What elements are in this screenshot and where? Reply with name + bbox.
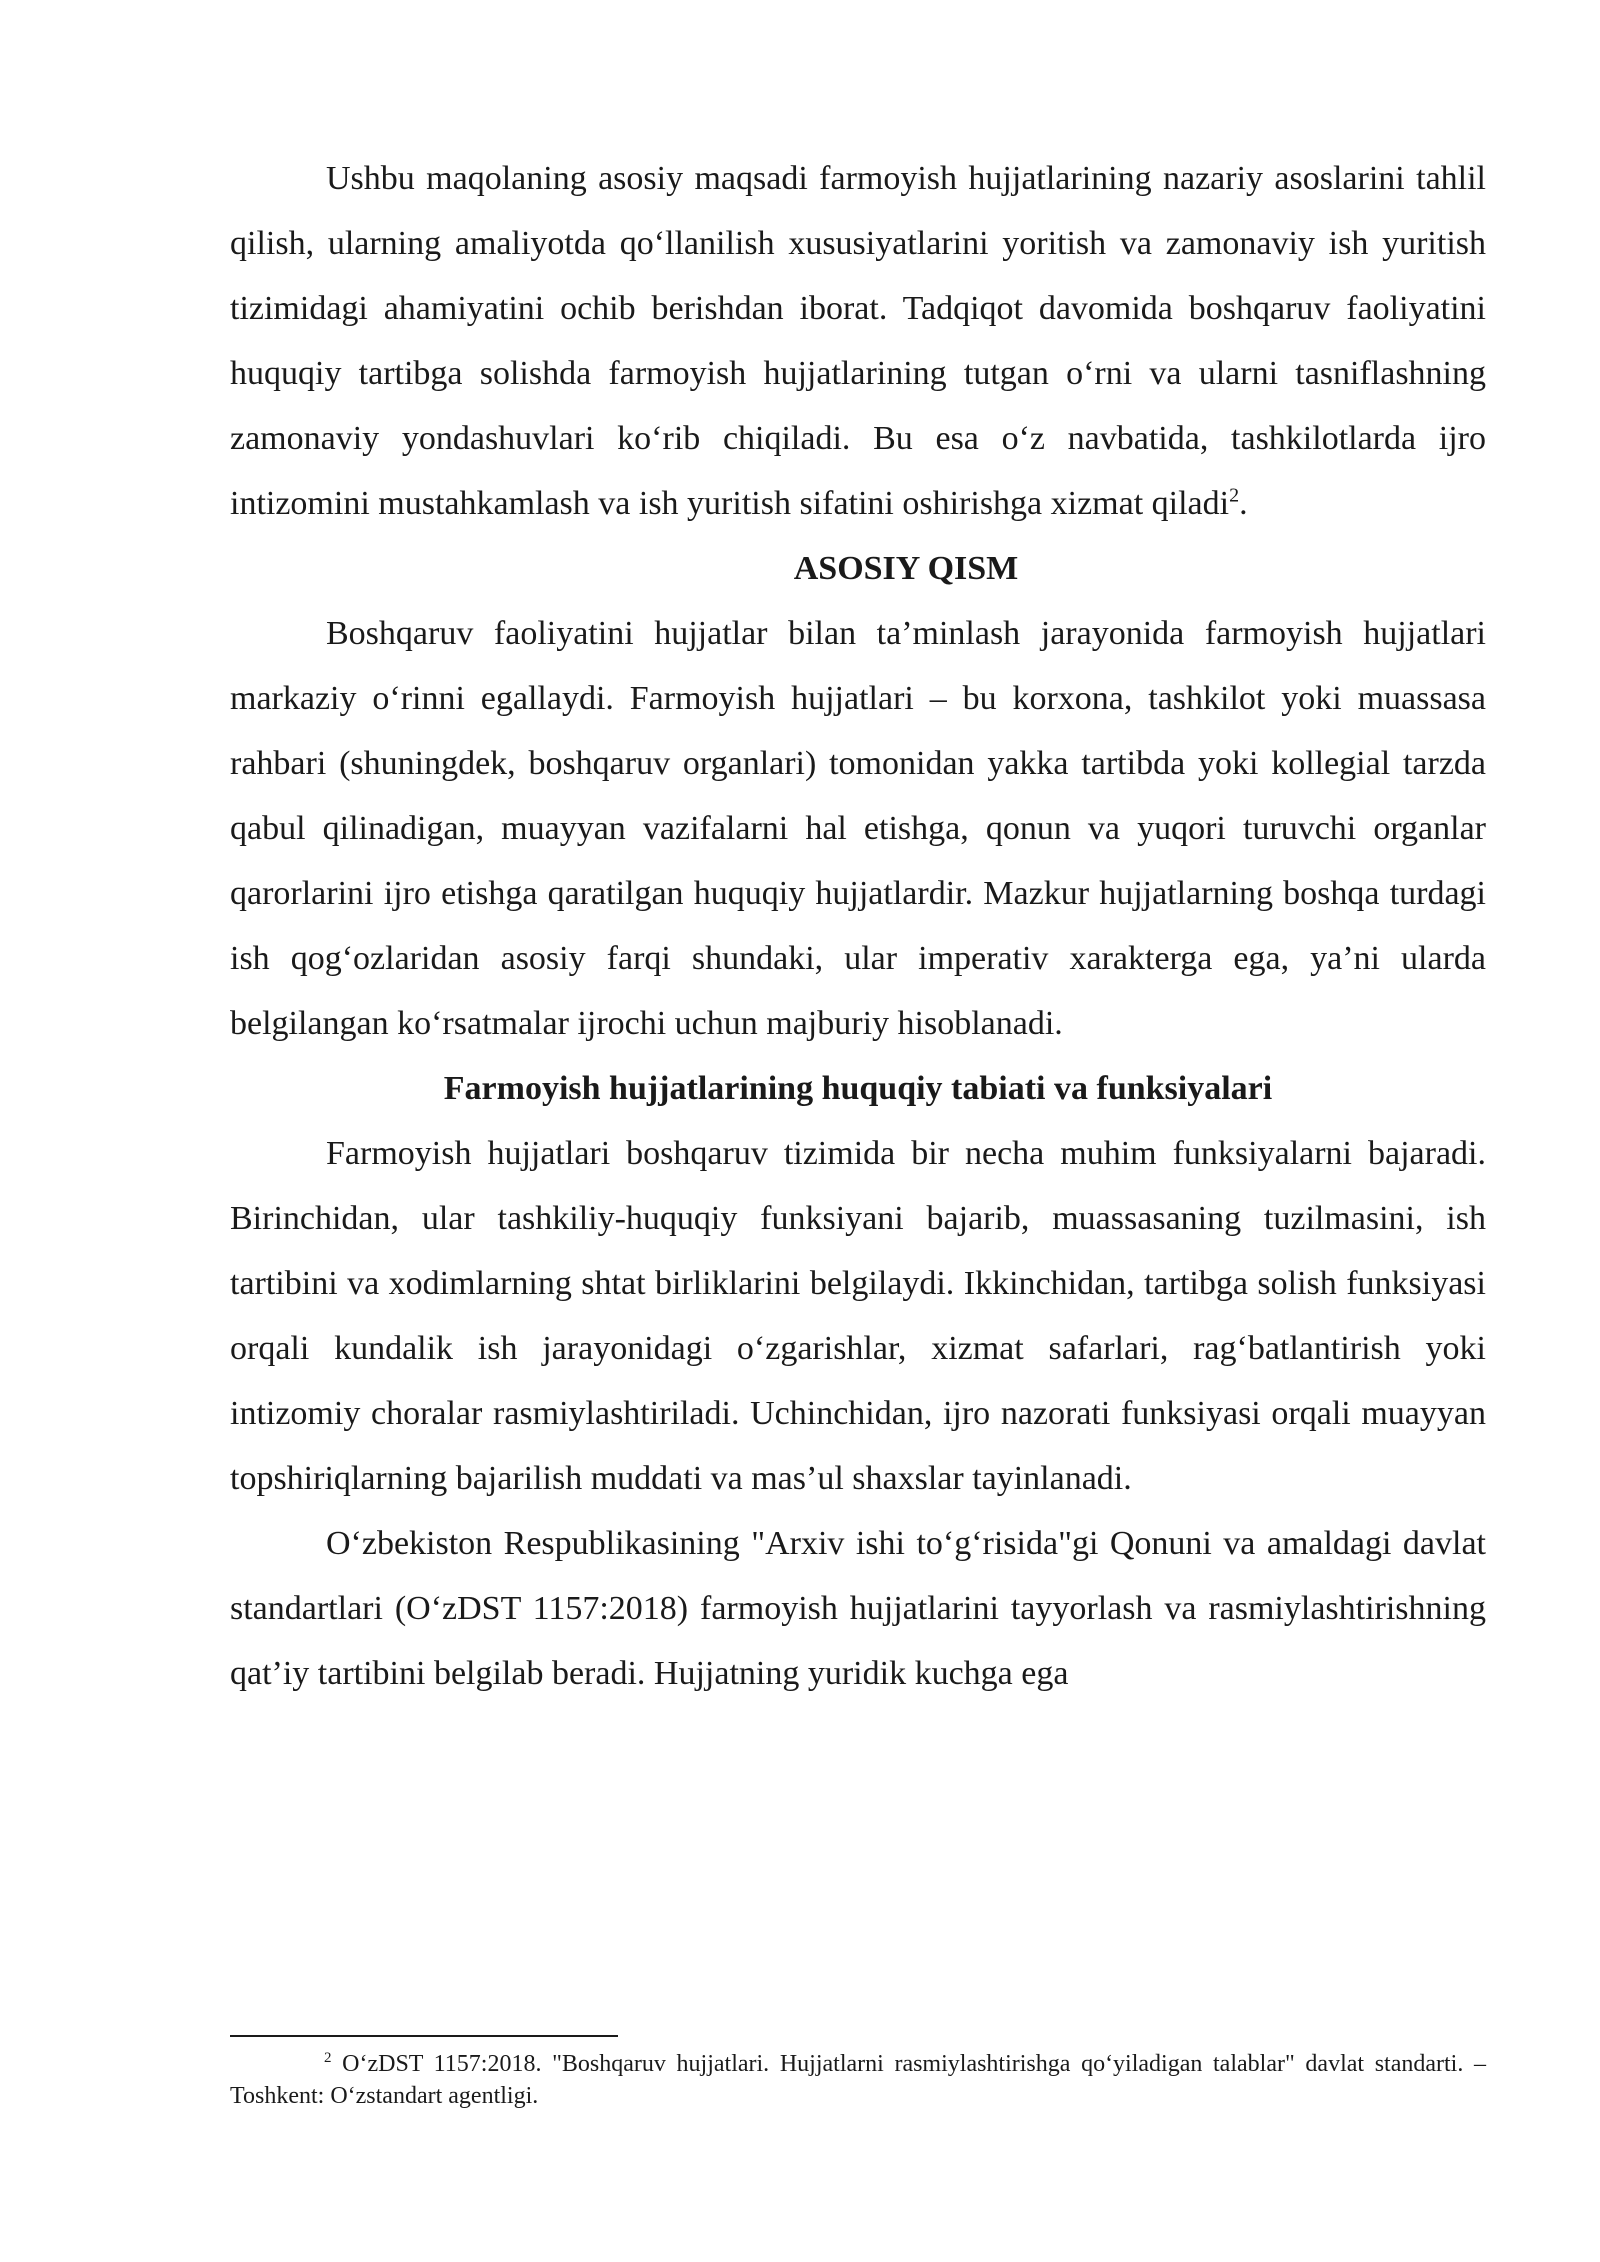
page-body: [230, 146, 1486, 1706]
paragraph-law: O‘zbekiston Respublikasining "Arxiv ishi to‘g‘risida"gi Qonuni va amaldagi davlat standartlari (O‘zDST 1157:2018) farmoyish hujjatlarini tayyorlash va rasmiylashtirishning qat’iy tartibini belgilab beradi. Hujjatning yuridik kuchga ega: [230, 1525, 1486, 1692]
paragraph-intro: [230, 146, 1486, 536]
paragraph-intro-period: .: [1239, 485, 1248, 522]
paragraph-intro-text: Ushbu maqolaning asosiy maqsadi farmoyish hujjatlarining nazariy asoslarini tahlil qilish, ularning amaliyotda qo‘llanilish xususiyatlarini yoritish va zamonaviy ish yuritish tizimidagi ahamiyatini ochib berishdan iborat. Tadqiqot davomida boshqaruv faoliyatini huquqiy tartibga solishda farmoyish hujjatlarining tutgan o‘rni va ularni tasniflashning zamonaviy yondashuvlari ko‘rib chiqiladi. Bu esa o‘z navbatida, tashkilotlarda ijro intizomini mustahkamlash va ish yuritish sifatini oshirishga xizmat qiladi: [230, 160, 1486, 522]
footnote-text: O‘zDST 1157:2018. "Boshqaruv hujjatlari. Hujjatlarni rasmiylashtirishga qo‘yiladigan talablar" davlat standarti. – Toshkent: O‘zstandart agentligi.: [230, 2051, 1486, 2109]
footnote: [230, 2048, 1486, 2112]
section-heading-sub: Farmoyish hujjatlarining huquqiy tabiati va funksiyalari: [443, 1070, 1273, 1107]
paragraph-functions: Farmoyish hujjatlari boshqaruv tizimida bir necha muhim funksiyalarni bajaradi. Birinchidan, ular tashkiliy-huquqiy funksiyani bajarib, muassasaning tuzilmasini, ish tartibini va xodimlarning shtat birliklarini belgilaydi. Ikkinchidan, tartibga solish funksiyasi orqali kundalik ish jarayonidagi o‘zgarishlar, xizmat safarlari, rag‘batlantirish yoki intizomiy choralar rasmiylashtiriladi. Uchinchidan, ijro nazorati funksiyasi orqali muayyan topshiriqlarning bajarilish muddati va mas’ul shaxslar tayinlanadi.: [230, 1135, 1486, 1497]
footnote-separator: [230, 2035, 618, 2037]
footnote-marker: 2: [324, 2050, 332, 2066]
footnote-reference[interactable]: 2: [1229, 484, 1240, 507]
section-heading-main: ASOSIY QISM: [793, 550, 1019, 587]
paragraph-main: Boshqaruv faoliyatini hujjatlar bilan ta’minlash jarayonida farmoyish hujjatlari markaziy o‘rinni egallaydi. Farmoyish hujjatlari – bu korxona, tashkilot yoki muassasa rahbari (shuningdek, boshqaruv organlari) tomonidan yakka tartibda yoki kollegial tarzda qabul qilinadigan, muayyan vazifalarni hal etishga, qonun va yuqori turuvchi organlar qarorlarini ijro etishga qaratilgan huquqiy hujjatlardir. Mazkur hujjatlarning boshqa turdagi ish qog‘ozlaridan asosiy farqi shundaki, ular imperativ xarakterga ega, ya’ni ularda belgilangan ko‘rsatmalar ijrochi uchun majburiy hisoblanadi.: [230, 615, 1486, 1042]
